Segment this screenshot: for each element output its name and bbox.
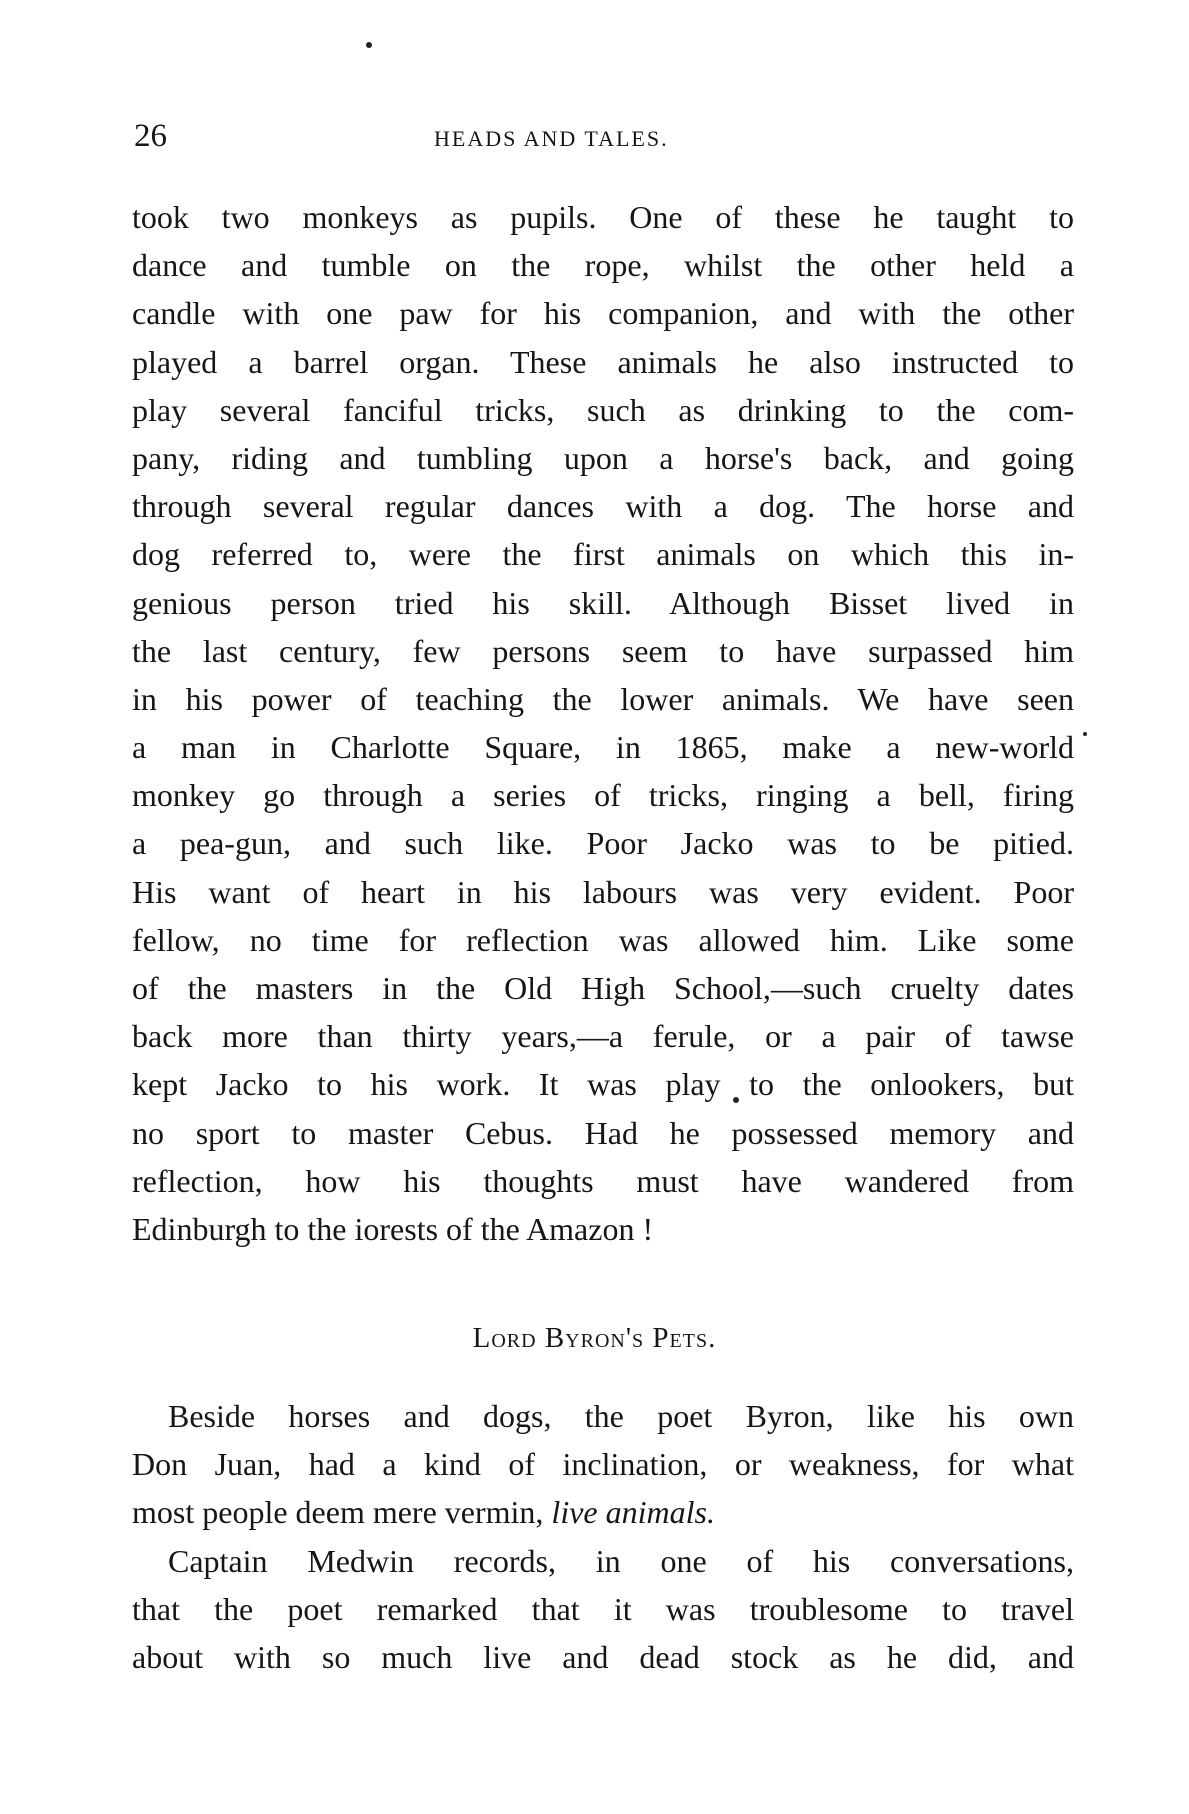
text-line: Edinburgh to the iorests of the Amazon ! bbox=[132, 1210, 654, 1247]
text-line: dog referred to, were the first animals on which this in- bbox=[132, 536, 1074, 573]
paragraph-1 bbox=[132, 193, 1074, 1253]
section-heading: Lord Byron's Pets. bbox=[472, 1322, 717, 1354]
text-line: fellow, no time for reflection was allowed him. Like some bbox=[132, 921, 1074, 958]
paragraph-2-3 bbox=[132, 1392, 1074, 1681]
text-line: reflection, how his thoughts must have wandered from bbox=[132, 1162, 1074, 1199]
text-line: in his power of teaching the lower animals. We have seen bbox=[132, 680, 1074, 717]
text-line: took two monkeys as pupils. One of these he taught to bbox=[132, 199, 1074, 235]
text-line: candle with one paw for his companion, and with the other bbox=[132, 295, 1074, 332]
page-number: 26 bbox=[134, 118, 167, 154]
text-line: that the poet remarked that it was troublesome to travel bbox=[132, 1590, 1074, 1627]
text-line: about with so much live and dead stock as he did, and bbox=[132, 1638, 1074, 1675]
ink-speck bbox=[1083, 732, 1087, 736]
text-line: no sport to master Cebus. Had he possessed memory and bbox=[132, 1114, 1074, 1151]
text-line: Beside horses and dogs, the poet Byron, like his own bbox=[168, 1398, 1074, 1434]
text-line: genious person tried his skill. Although Bisset lived in bbox=[132, 584, 1074, 621]
text-line: dance and tumble on the rope, whilst the other held a bbox=[132, 247, 1074, 284]
text-line: play several fanciful tricks, such as drinking to the com- bbox=[132, 391, 1074, 428]
text-line bbox=[132, 1488, 1074, 1536]
text-line: Don Juan, had a kind of inclination, or weakness, for what bbox=[132, 1446, 1074, 1483]
text-line: the last century, few persons seem to have surpassed him bbox=[132, 632, 1074, 669]
text-line: pany, riding and tumbling upon a horse's back, and going bbox=[132, 439, 1074, 476]
text-line: a pea-gun, and such like. Poor Jacko was to be pitied. bbox=[132, 825, 1074, 862]
text-line: His want of heart in his labours was very evident. Poor bbox=[132, 873, 1074, 910]
text-line: kept Jacko to his work. It was play to the onlookers, but bbox=[132, 1066, 1074, 1103]
page-header bbox=[134, 118, 1074, 158]
running-title: HEADS AND TALES. bbox=[434, 126, 669, 151]
text-line: back more than thirty years,—a ferule, or a pair of tawse bbox=[132, 1018, 1074, 1055]
text-line: through several regular dances with a dog. The horse and bbox=[132, 488, 1074, 525]
text-line: a man in Charlotte Square, in 1865, make a new-world bbox=[132, 729, 1074, 766]
italic-phrase: live animals. bbox=[551, 1494, 715, 1531]
ink-speck bbox=[366, 42, 372, 48]
text-line: monkey go through a series of tricks, ringing a bell, firing bbox=[132, 777, 1074, 814]
text-span: most people deem mere vermin, bbox=[132, 1494, 552, 1531]
text-line: played a barrel organ. These animals he also instructed to bbox=[132, 343, 1074, 380]
text-line: Captain Medwin records, in one of his conversations, bbox=[168, 1542, 1074, 1579]
text-line: of the masters in the Old High School,—such cruelty dates bbox=[132, 970, 1074, 1006]
